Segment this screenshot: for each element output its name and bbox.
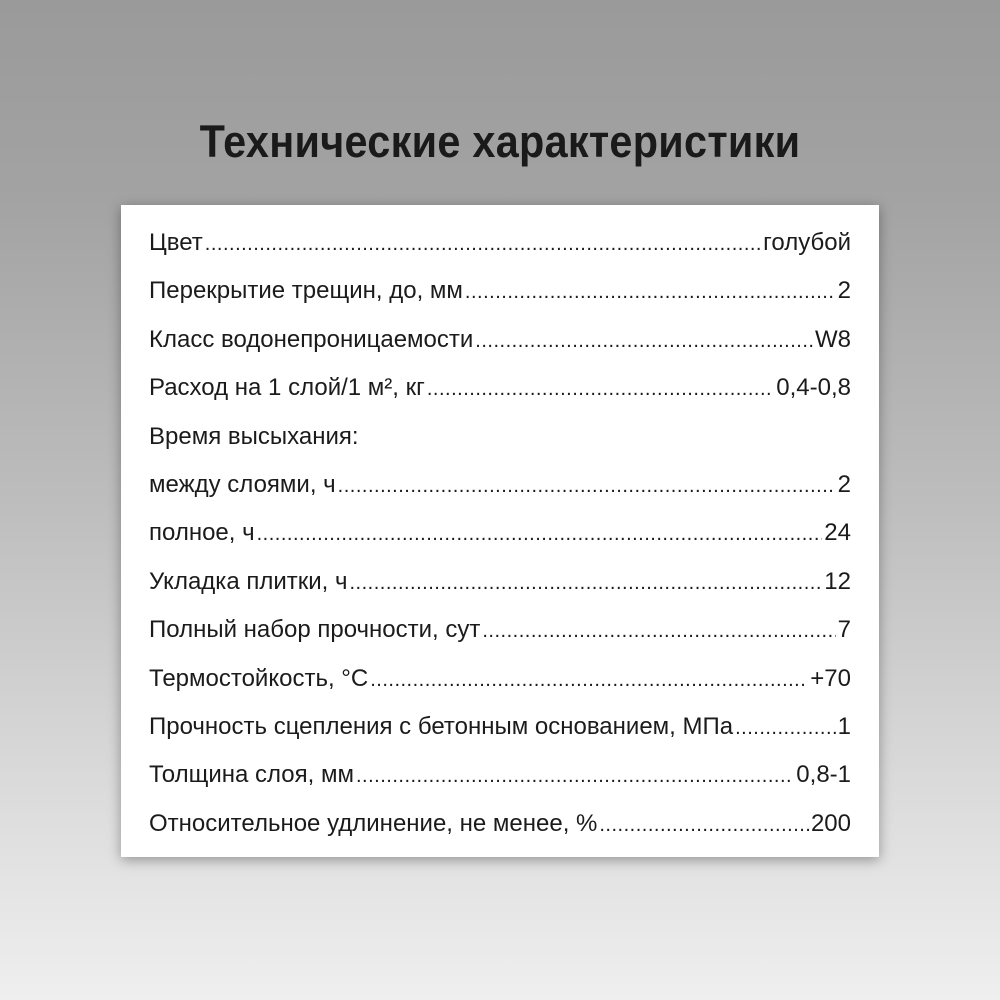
spec-row-full-strength	[149, 606, 851, 654]
spec-label: Прочность сцепления с бетонным основанием, МПа	[149, 712, 734, 740]
spec-label: Цвет	[149, 229, 203, 256]
spec-value: 24	[824, 519, 851, 547]
spec-row-between-layers	[149, 461, 851, 509]
spec-label: между слоями, ч	[149, 470, 336, 498]
spec-label: Толщина слоя, мм	[149, 761, 354, 789]
spec-value: 200	[810, 809, 851, 837]
spec-label: Класс водонепроницаемости	[149, 325, 474, 353]
spec-row-full-drying	[149, 509, 851, 557]
dot-leader	[205, 220, 761, 267]
dot-leader	[349, 559, 822, 606]
spec-value: +70	[810, 664, 851, 692]
dot-leader	[257, 510, 823, 557]
spec-value: 7	[837, 616, 851, 644]
spec-label: Относительное удлинение, не менее, %	[149, 809, 598, 837]
spec-row-layer-thickness	[149, 751, 851, 799]
spec-label: Расход на 1 слой/1 м², кг	[149, 374, 425, 402]
spec-value: 12	[824, 567, 851, 595]
dot-leader	[475, 317, 813, 364]
spec-row-heat-resistance	[149, 655, 851, 703]
spec-label: Полный набор прочности, сут	[149, 616, 481, 644]
spec-label: Укладка плитки, ч	[149, 567, 348, 595]
spec-label: Перекрытие трещин, до, мм	[149, 277, 463, 305]
spec-row-adhesion-strength	[149, 703, 851, 751]
spec-value: 0,4-0,8	[776, 374, 851, 402]
spec-row-consumption	[149, 364, 851, 412]
dot-leader	[599, 801, 809, 848]
spec-value: 0,8-1	[796, 761, 851, 789]
dot-leader	[370, 656, 808, 703]
page-title: Технические характеристики	[199, 116, 801, 167]
spec-row-elongation	[149, 800, 851, 848]
spec-label: полное, ч	[149, 519, 255, 547]
specs-list	[149, 219, 851, 848]
spec-value: голубой	[763, 229, 851, 256]
dot-leader	[735, 704, 836, 751]
dot-leader	[427, 365, 774, 412]
spec-row-crack-bridging	[149, 267, 851, 315]
spec-row-drying-time-heading	[149, 413, 851, 461]
spec-value: 1	[837, 712, 851, 740]
spec-value: 2	[837, 277, 851, 305]
spec-value: 2	[837, 470, 851, 498]
spec-value: W8	[815, 325, 851, 353]
dot-leader	[465, 268, 836, 315]
spec-label: Термостойкость, °С	[149, 664, 369, 692]
spec-row-color	[149, 219, 851, 267]
dot-leader	[482, 607, 835, 654]
spec-row-waterproof-class	[149, 316, 851, 364]
dot-leader	[356, 752, 794, 799]
specs-card	[121, 205, 879, 857]
spec-row-tile-laying	[149, 558, 851, 606]
dot-leader	[338, 462, 836, 509]
spec-section-heading: Время высыхания:	[149, 422, 359, 450]
